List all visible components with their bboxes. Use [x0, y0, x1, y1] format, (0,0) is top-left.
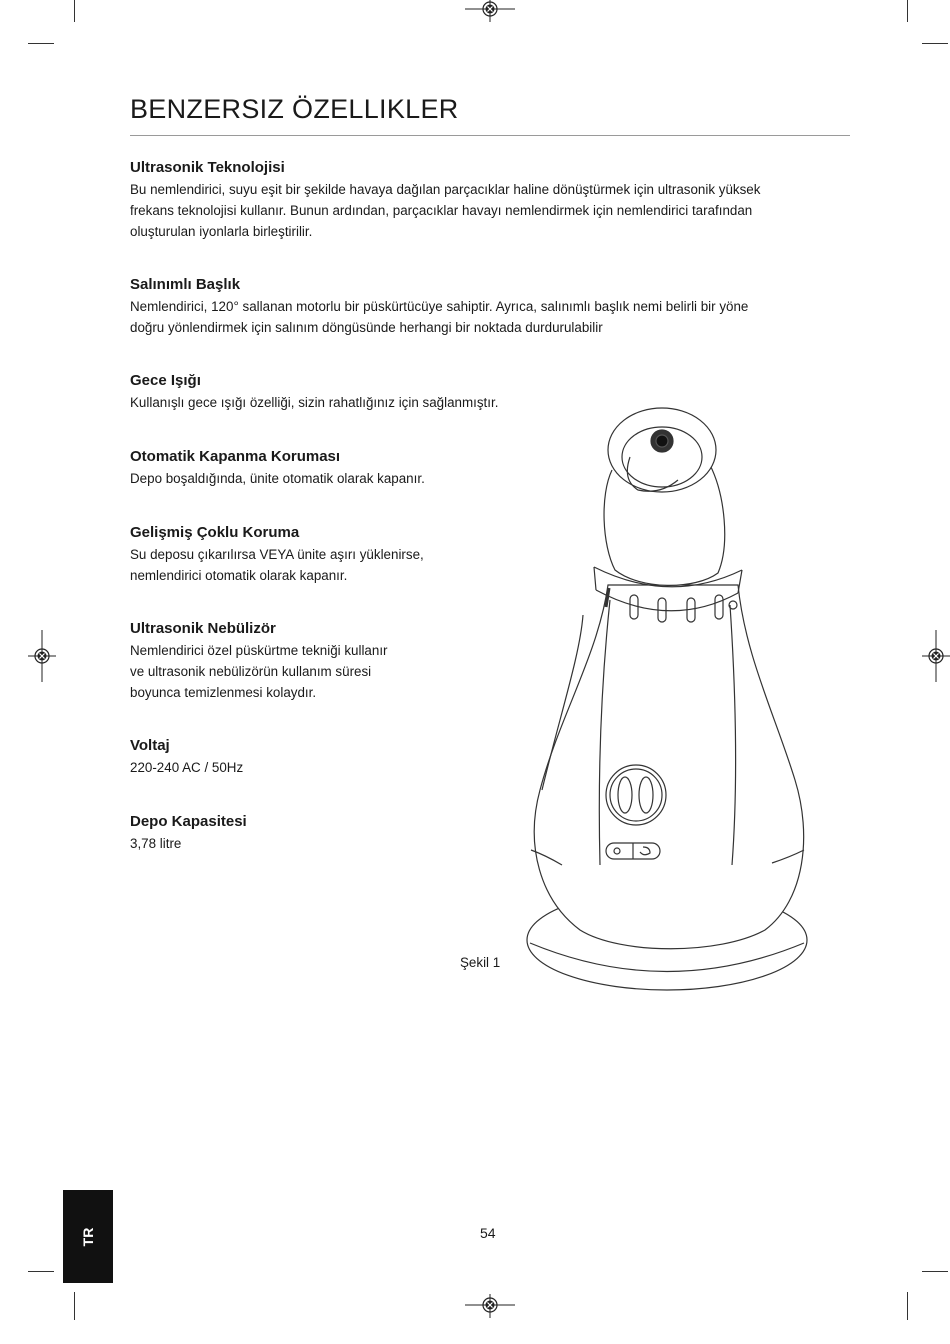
- section-body: 3,78 litre: [130, 836, 182, 851]
- feature-auto-shutoff: [130, 448, 425, 489]
- section-body: Su deposu çıkarılırsa VEYA ünite aşırı yüklenirse, nemlendirici otomatik olarak kapanır.: [130, 547, 424, 583]
- section-body: Bu nemlendirici, suyu eşit bir şekilde havaya dağılan parçacıklar haline dönüştürmek için ultrasonik yüksek frekans teknolojisi kullanır. Bunun ardından, parçacıklar havayı nemlendirmek için nemlendirici tarafından oluşturulan iyonlarla birleştirilir.: [130, 182, 761, 239]
- feature-multi-protection: [130, 524, 424, 586]
- spec-tank-capacity: [130, 813, 247, 854]
- language-tab-label: TR: [80, 1227, 96, 1246]
- humidifier-illustration: [520, 395, 820, 995]
- section-heading: Ultrasonik Teknolojisi: [130, 159, 285, 176]
- language-tab: [63, 1190, 113, 1283]
- page-title: BENZERSIZ ÖZELLIKLER: [130, 94, 459, 124]
- section-heading: Salınımlı Başlık: [130, 276, 241, 293]
- crop-mark: [922, 43, 948, 44]
- section-heading: Ultrasonik Nebülizör: [130, 620, 276, 637]
- crop-mark: [922, 1271, 948, 1272]
- section-heading: Otomatik Kapanma Koruması: [130, 448, 341, 465]
- page-number: 54: [480, 1225, 496, 1241]
- registration-mark-icon: [465, 0, 515, 24]
- section-heading: Gelişmiş Çoklu Koruma: [130, 524, 300, 541]
- feature-ultrasonic-technology: [130, 159, 760, 242]
- section-heading: Gece Işığı: [130, 372, 201, 389]
- figure-caption: Şekil 1: [460, 955, 501, 970]
- registration-mark-icon: [465, 1292, 515, 1318]
- registration-mark-icon: [28, 630, 56, 682]
- crop-mark: [28, 1271, 54, 1272]
- section-body: 220-240 AC / 50Hz: [130, 760, 244, 775]
- registration-mark-icon: [922, 630, 950, 682]
- crop-mark: [74, 0, 75, 22]
- section-body: Nemlendirici özel püskürtme tekniği kullanır ve ultrasonik nebülizörün kullanım süresi boyunca temizlenmesi kolaydır.: [130, 643, 388, 700]
- crop-mark: [28, 43, 54, 44]
- crop-mark: [74, 1292, 75, 1320]
- section-heading: Depo Kapasitesi: [130, 813, 247, 830]
- feature-oscillating-head: [130, 276, 748, 338]
- feature-night-light: [130, 372, 498, 413]
- crop-mark: [907, 1292, 908, 1320]
- crop-mark: [907, 0, 908, 22]
- feature-ultrasonic-nebulizer: [130, 620, 388, 703]
- title-divider: [130, 135, 850, 136]
- section-body: Kullanışlı gece ışığı özelliği, sizin rahatlığınız için sağlanmıştır.: [130, 395, 499, 410]
- spec-voltage: [130, 737, 243, 778]
- section-heading: Voltaj: [130, 737, 170, 754]
- section-body: Nemlendirici, 120° sallanan motorlu bir püskürtücüye sahiptir. Ayrıca, salınımlı başlık nemi belirli bir yöne doğru yönlendirmek için salınım döngüsünde herhangi bir noktada durdurulabilir: [130, 299, 749, 335]
- section-body: Depo boşaldığında, ünite otomatik olarak kapanır.: [130, 471, 425, 486]
